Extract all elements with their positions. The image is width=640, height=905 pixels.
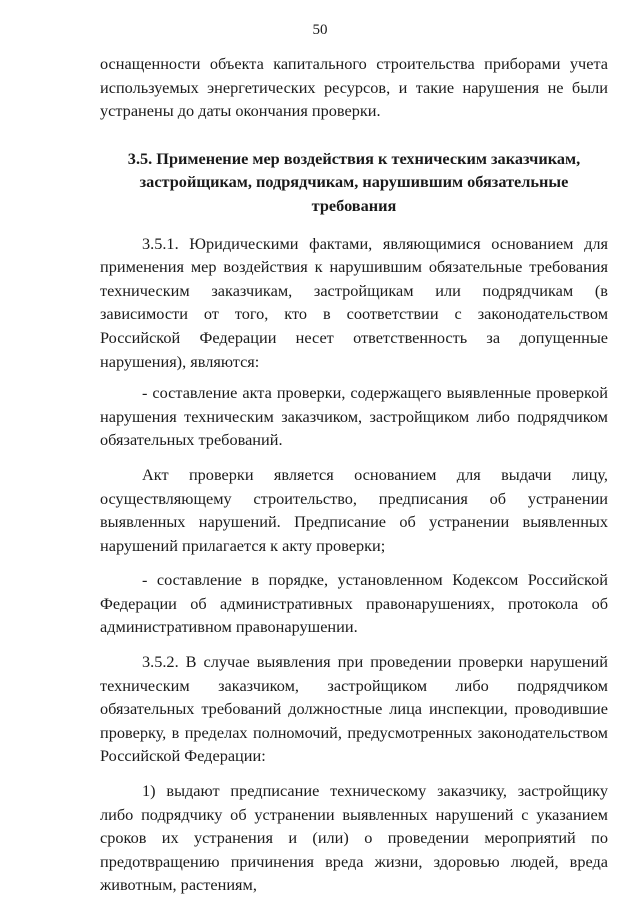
paragraph-3-5-2: 3.5.2. В случае выявления при проведении проверки нарушений техническим заказчиком, застройщиком либо подрядчиком обязательных требований должностные лица инспекции, проводившие проверку, в пределах полномочий, предусмотренных законодательством Российской Федерации:	[100, 652, 608, 766]
list-item-act: - составление акта проверки, содержащего выявленные проверкой нарушения техническим заказчиком, застройщиком либо подрядчиком обязательных требований.	[100, 383, 608, 450]
page-number: 50	[312, 22, 328, 38]
section-heading: 3.5. Применение мер воздействия к техническим заказчикам, застройщикам, подрядчикам, нарушившим обязательные требования	[127, 148, 581, 215]
page-content	[100, 52, 608, 897]
paragraph-3-5-1: 3.5.1. Юридическими фактами, являющимися основанием для применения мер воздействия к нарушившим обязательные требования техническим заказчикам, застройщикам или подрядчикам (в зависимости от того, кто в соответствии с законодательством Российской Федерации несет ответственность за допущенные нарушения), являются:	[100, 233, 608, 371]
paragraph-continuation: оснащенности объекта капитального строительства приборами учета используемых энергетических ресурсов, и такие нарушения не были устранены до даты окончания проверки.	[100, 54, 608, 121]
list-item-protocol: - составление в порядке, установленном Кодексом Российской Федерации об административных правонарушениях, протокола об административном правонарушении.	[100, 570, 608, 637]
list-item-1: 1) выдают предписание техническому заказчику, застройщику либо подрядчику об устранении выявленных нарушений с указанием сроков их устранения и (или) о проведении мероприятий по предотвращению причинения вреда жизни, здоровью людей, вреда животным, растениям,	[100, 781, 608, 895]
paragraph-act-basis: Акт проверки является основанием для выдачи лицу, осуществляющему строительство, предписания об устранении выявленных нарушений. Предписание об устранении выявленных нарушений прилагается к акту проверки;	[100, 464, 608, 555]
